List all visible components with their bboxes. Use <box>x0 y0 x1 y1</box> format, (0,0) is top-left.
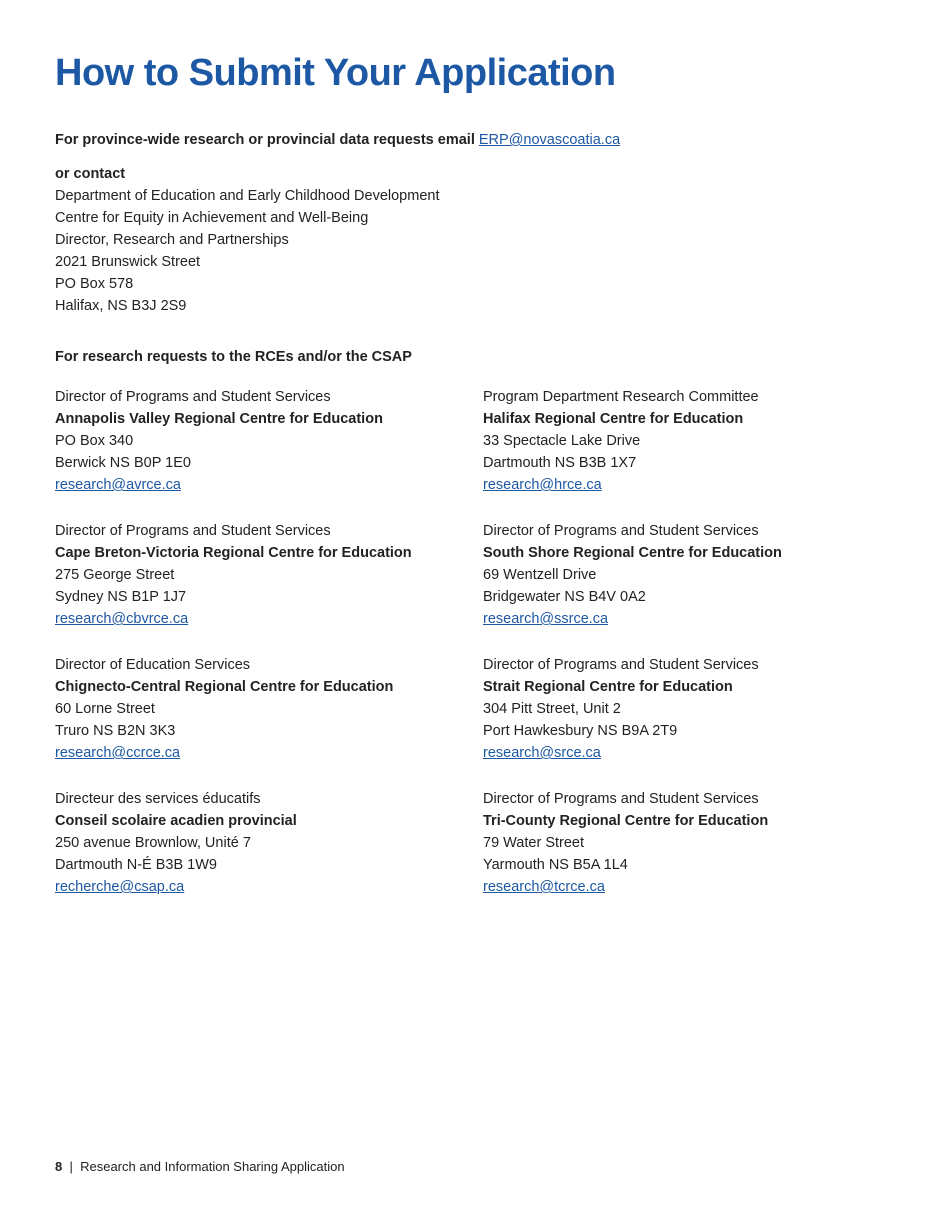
contact-role: Program Department Research Committee <box>483 389 759 405</box>
organization-name: South Shore Regional Centre for Education <box>483 545 782 561</box>
rce-heading: For research requests to the RCEs and/or the CSAP <box>55 349 412 365</box>
city-postal: Sydney NS B1P 1J7 <box>55 589 187 605</box>
rce-contact-block <box>55 654 475 764</box>
city-postal: Port Hawkesbury NS B9A 2T9 <box>483 723 678 739</box>
city-postal: Dartmouth N-É B3B 1W9 <box>55 857 217 873</box>
organization-name: Annapolis Valley Regional Centre for Education <box>55 411 383 427</box>
street-address: 79 Water Street <box>483 835 585 851</box>
contact-role: Director of Education Services <box>55 657 251 673</box>
city-postal: Bridgewater NS B4V 0A2 <box>483 589 646 605</box>
contact-block <box>55 163 439 317</box>
city-postal: Truro NS B2N 3K3 <box>55 723 176 739</box>
street-address: 60 Lorne Street <box>55 701 155 717</box>
street-address: 250 avenue Brownlow, Unité 7 <box>55 835 251 851</box>
rce-contact-block <box>55 386 475 496</box>
contact-role: Director of Programs and Student Services <box>483 657 759 673</box>
city-postal: Berwick NS B0P 1E0 <box>55 455 191 471</box>
erp-email-link[interactable]: ERP@novascoatia.ca <box>478 132 621 148</box>
email-link[interactable]: research@avrce.ca <box>55 477 181 493</box>
rce-contact-block <box>483 520 903 630</box>
organization-name: Chignecto-Central Regional Centre for Education <box>55 679 394 695</box>
intro-text: For province-wide research or provincial data requests email <box>55 132 475 148</box>
rce-contact-block <box>55 788 475 898</box>
rce-contact-block <box>483 386 903 496</box>
contact-line: PO Box 578 <box>55 276 134 292</box>
street-address: 33 Spectacle Lake Drive <box>483 433 641 449</box>
street-address: 275 George Street <box>55 567 175 583</box>
email-link[interactable]: research@hrce.ca <box>483 477 602 493</box>
street-address: 304 Pitt Street, Unit 2 <box>483 701 621 717</box>
contact-role: Directeur des services éducatifs <box>55 791 261 807</box>
contact-line: Director, Research and Partnerships <box>55 232 289 248</box>
email-link[interactable]: research@ccrce.ca <box>55 745 181 761</box>
email-link[interactable]: research@tcrce.ca <box>483 879 605 895</box>
street-address: PO Box 340 <box>55 433 134 449</box>
contact-line: Centre for Equity in Achievement and Well-Being <box>55 210 369 226</box>
contact-label: or contact <box>55 166 126 182</box>
footer-text: Research and Information Sharing Application <box>80 1159 345 1174</box>
page-number: 8 <box>55 1159 63 1174</box>
email-link[interactable]: research@srce.ca <box>483 745 601 761</box>
contact-role: Director of Programs and Student Services <box>483 791 759 807</box>
contact-line: 2021 Brunswick Street <box>55 254 201 270</box>
rce-contact-block <box>483 788 903 898</box>
email-link[interactable]: recherche@csap.ca <box>55 879 185 895</box>
organization-name: Cape Breton-Victoria Regional Centre for Education <box>55 545 412 561</box>
contact-line: Department of Education and Early Childhood Development <box>55 188 440 204</box>
organization-name: Conseil scolaire acadien provincial <box>55 813 297 829</box>
intro-line <box>55 129 620 151</box>
organization-name: Strait Regional Centre for Education <box>483 679 733 695</box>
page-title: How to Submit Your Application <box>55 52 616 94</box>
street-address: 69 Wentzell Drive <box>483 567 597 583</box>
contact-role: Director of Programs and Student Services <box>55 523 331 539</box>
email-link[interactable]: research@ssrce.ca <box>483 611 609 627</box>
contact-role: Director of Programs and Student Services <box>483 523 759 539</box>
organization-name: Halifax Regional Centre for Education <box>483 411 744 427</box>
footer-separator: | <box>69 1159 73 1174</box>
city-postal: Dartmouth NS B3B 1X7 <box>483 455 637 471</box>
email-link[interactable]: research@cbvrce.ca <box>55 611 189 627</box>
contact-role: Director of Programs and Student Services <box>55 389 331 405</box>
rce-contact-block <box>483 654 903 764</box>
city-postal: Yarmouth NS B5A 1L4 <box>483 857 628 873</box>
page-footer <box>55 1159 345 1174</box>
contact-line: Halifax, NS B3J 2S9 <box>55 298 187 314</box>
organization-name: Tri-County Regional Centre for Education <box>483 813 769 829</box>
rce-contact-block <box>55 520 475 630</box>
